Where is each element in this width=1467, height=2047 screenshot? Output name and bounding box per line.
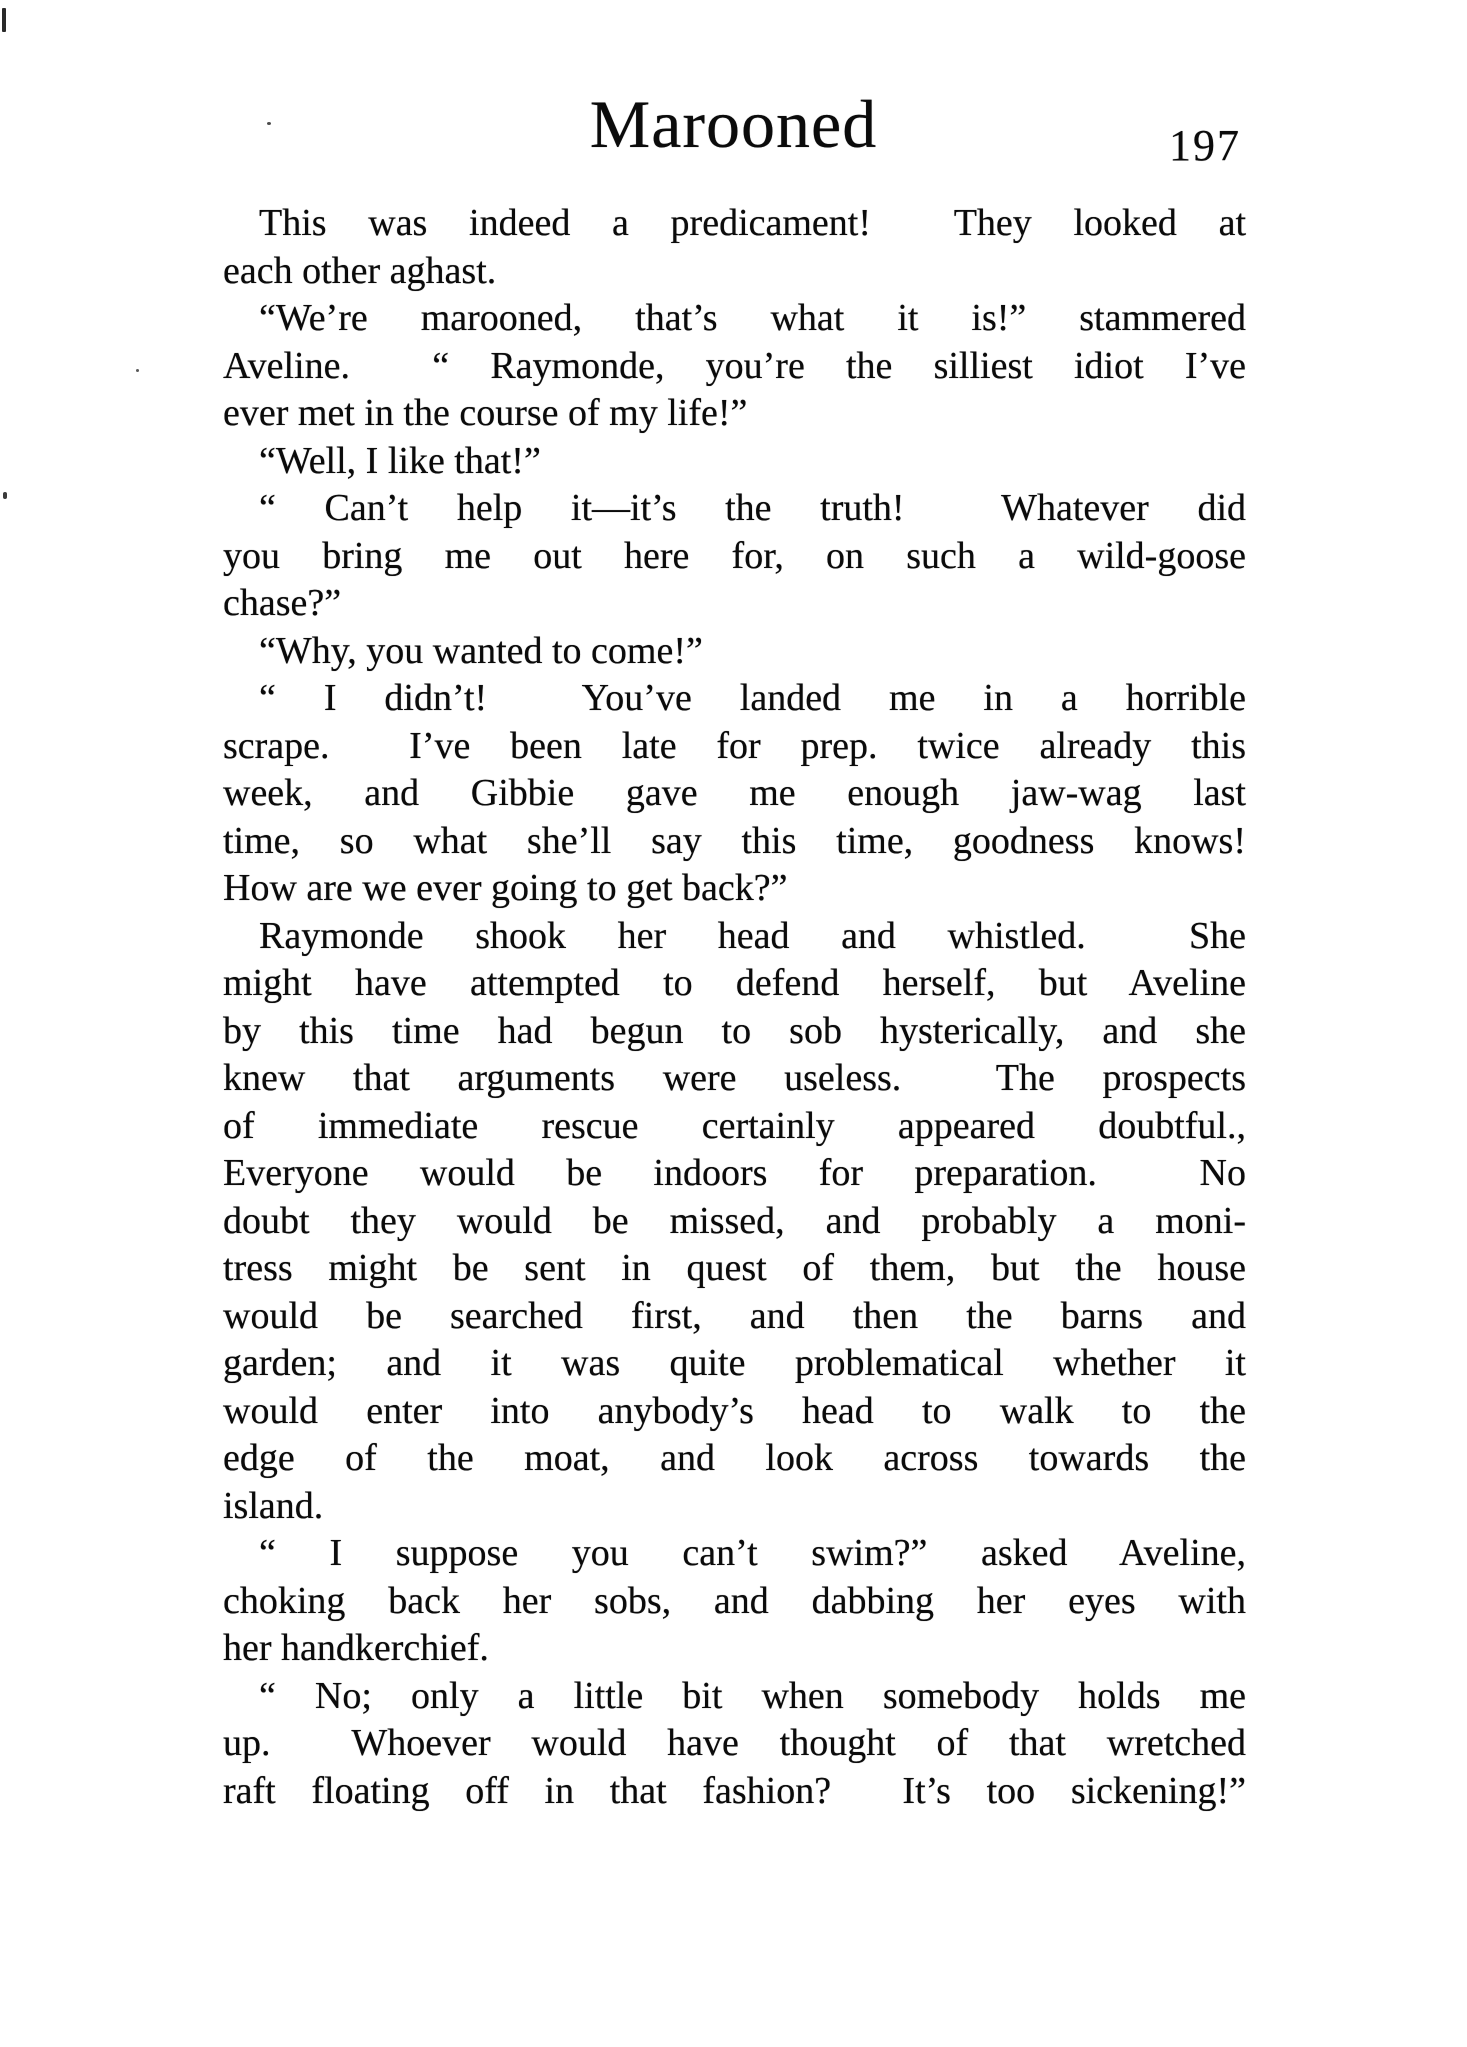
- paragraph: [223, 438, 1246, 486]
- text-line: island.: [223, 1484, 324, 1527]
- text-line: knew that arguments were useless. The prospects: [223, 1057, 1246, 1099]
- paragraph: [223, 1530, 1246, 1673]
- page-header: [0, 0, 1467, 200]
- text-line: would be searched first, and then the barns and: [223, 1294, 1246, 1337]
- text-line: “ I didn’t! You’ve landed me in a horrible: [259, 677, 1246, 719]
- paragraph: [223, 675, 1246, 913]
- page-title: Marooned: [589, 86, 878, 162]
- text-line: doubt they would be missed, and probably a moni-: [223, 1199, 1246, 1242]
- text-line: ever met in the course of my life!”: [223, 392, 748, 434]
- text-line: of immediate rescue certainly appeared doubtful.,: [223, 1104, 1246, 1147]
- text-line: “Why, you wanted to come!”: [259, 629, 703, 672]
- paragraph: [223, 913, 1246, 1531]
- text-line: “We’re marooned, that’s what it is!” stammered: [259, 297, 1246, 339]
- text-line: up. Whoever would have thought of that wretched: [223, 1722, 1246, 1764]
- paragraph: [223, 628, 1246, 676]
- text-line: tress might be sent in quest of them, but the house: [223, 1247, 1246, 1289]
- paragraph: [223, 200, 1246, 295]
- text-line: time, so what she’ll say this time, goodness knows!: [223, 819, 1246, 862]
- text-line: might have attempted to defend herself, but Aveline: [223, 962, 1246, 1004]
- paragraph: [223, 485, 1246, 628]
- paragraph: [223, 295, 1246, 438]
- text-line: edge of the moat, and look across towards the: [223, 1437, 1246, 1479]
- text-line: This was indeed a predicament! They looked at: [259, 202, 1246, 244]
- text-line: Aveline. “ Raymonde, you’re the silliest idiot I’ve: [223, 344, 1246, 387]
- text-line: scrape. I’ve been late for prep. twice already this: [223, 724, 1246, 767]
- text-line: each other aghast.: [223, 249, 497, 292]
- text-line: “ Can’t help it—it’s the truth! Whatever did: [259, 487, 1246, 529]
- text-line: would enter into anybody’s head to walk to the: [223, 1389, 1246, 1432]
- text-line: you bring me out here for, on such a wild-goose: [223, 534, 1246, 577]
- text-line: “ No; only a little bit when somebody holds me: [259, 1674, 1246, 1717]
- text-line: choking back her sobs, and dabbing her eyes with: [223, 1579, 1246, 1622]
- page-number: 197: [1169, 121, 1241, 170]
- text-line: week, and Gibbie gave me enough jaw-wag last: [223, 772, 1246, 814]
- text-line: raft floating off in that fashion? It’s too sickening!”: [223, 1769, 1246, 1812]
- text-line: chase?”: [223, 582, 342, 624]
- text-line: How are we ever going to get back?”: [223, 867, 788, 909]
- text-line: garden; and it was quite problematical whether it: [223, 1342, 1246, 1384]
- text-line: Raymonde shook her head and whistled. She: [259, 914, 1246, 957]
- paragraph: [223, 1673, 1246, 1816]
- text-line: by this time had begun to sob hysterically, and she: [223, 1009, 1246, 1052]
- text-line: “ I suppose you can’t swim?” asked Aveline,: [259, 1532, 1246, 1574]
- scan-artifact-dot: [136, 369, 139, 372]
- text-line: “Well, I like that!”: [259, 439, 541, 482]
- page-body: [223, 200, 1246, 1815]
- text-line: Everyone would be indoors for preparation. No: [223, 1152, 1246, 1194]
- text-line: her handkerchief.: [223, 1627, 489, 1669]
- scan-artifact-speck: [3, 492, 7, 499]
